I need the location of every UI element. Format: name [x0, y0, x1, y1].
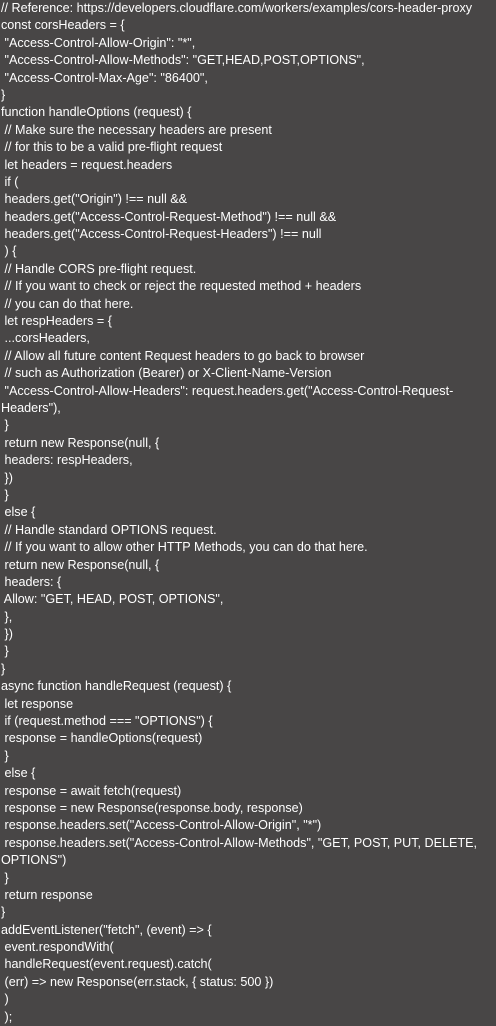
- code-line: headers: respHeaders,: [1, 453, 133, 468]
- code-line: },: [1, 609, 13, 624]
- code-line: }: [1, 487, 9, 502]
- code-line: }): [1, 627, 13, 642]
- code-line: }: [1, 905, 6, 920]
- code-line: }: [1, 870, 9, 885]
- code-line: let headers = request.headers: [1, 157, 173, 172]
- code-line: event.respondWith(: [1, 940, 114, 955]
- code-line: headers.get("Origin") !== null &&: [1, 192, 188, 207]
- code-line: response = await fetch(request): [1, 783, 182, 798]
- code-line: let response: [1, 696, 74, 711]
- code-line: headers: {: [1, 574, 62, 589]
- code-line: // such as Authorization (Bearer) or X-Client-Name-Version: [1, 366, 332, 381]
- code-line: "Access-Control-Allow-Methods": "GET,HEAD,POST,OPTIONS",: [1, 53, 365, 68]
- code-line: if (request.method === "OPTIONS") {: [1, 714, 213, 729]
- code-line: return new Response(null, {: [1, 557, 160, 572]
- code-line: headers.get("Access-Control-Request-Method") !== null &&: [1, 209, 337, 224]
- code-line: ...corsHeaders,: [1, 331, 90, 346]
- code-line: // Reference: https://developers.cloudflare.com/workers/examples/cors-header-proxy: [1, 1, 473, 15]
- code-line: Headers"),: [1, 400, 61, 415]
- code-line: }: [1, 661, 6, 676]
- code-line: response.headers.set("Access-Control-Allow-Methods", "GET, POST, PUT, DELETE,: [1, 835, 478, 850]
- code-line: }: [1, 87, 6, 102]
- code-line: // you can do that here.: [1, 296, 134, 311]
- code-line: if (: [1, 174, 19, 189]
- code-line: headers.get("Access-Control-Request-Headers") !== null: [1, 227, 322, 242]
- code-line: // If you want to check or reject the requested method + headers: [1, 279, 362, 294]
- code-line: handleRequest(event.request).catch(: [1, 957, 212, 972]
- code-line: "Access-Control-Max-Age": "86400",: [1, 70, 208, 85]
- code-line: else {: [1, 505, 36, 520]
- code-line: const corsHeaders = {: [1, 18, 125, 33]
- code-line: async function handleRequest (request) {: [1, 679, 232, 694]
- code-line: Allow: "GET, HEAD, POST, OPTIONS",: [1, 592, 224, 607]
- code-line: else {: [1, 766, 36, 781]
- code-line: }): [1, 470, 13, 485]
- code-line: // Handle CORS pre-flight request.: [1, 261, 197, 276]
- code-line: let respHeaders = {: [1, 314, 112, 329]
- code-line: function handleOptions (request) {: [1, 105, 192, 120]
- code-line: OPTIONS"): [1, 853, 67, 868]
- code-line: response = handleOptions(request): [1, 731, 203, 746]
- code-line: // Handle standard OPTIONS request.: [1, 522, 217, 537]
- code-line: "Access-Control-Allow-Headers": request.headers.get("Access-Control-Request-: [1, 383, 454, 398]
- code-line: }: [1, 748, 9, 763]
- code-line: ): [1, 992, 9, 1007]
- code-line: );: [1, 1009, 13, 1024]
- code-line: "Access-Control-Allow-Origin": "*",: [1, 35, 196, 50]
- code-line: }: [1, 418, 9, 433]
- code-line: response.headers.set("Access-Control-Allow-Origin", "*"): [1, 818, 322, 833]
- code-line: // Make sure the necessary headers are present: [1, 122, 272, 137]
- code-line: (err) => new Response(err.stack, { status: 500 }): [1, 974, 274, 989]
- code-line: // Allow all future content Request headers to go back to browser: [1, 348, 365, 363]
- code-line: // for this to be a valid pre-flight request: [1, 140, 223, 155]
- code-line: }: [1, 644, 9, 659]
- code-line: return new Response(null, {: [1, 435, 160, 450]
- code-line: response = new Response(response.body, response): [1, 800, 303, 815]
- code-line: return response: [1, 887, 93, 902]
- code-line: // If you want to allow other HTTP Methods, you can do that here.: [1, 540, 368, 555]
- code-line: addEventListener("fetch", (event) => {: [1, 922, 212, 937]
- code-line: ) {: [1, 244, 17, 259]
